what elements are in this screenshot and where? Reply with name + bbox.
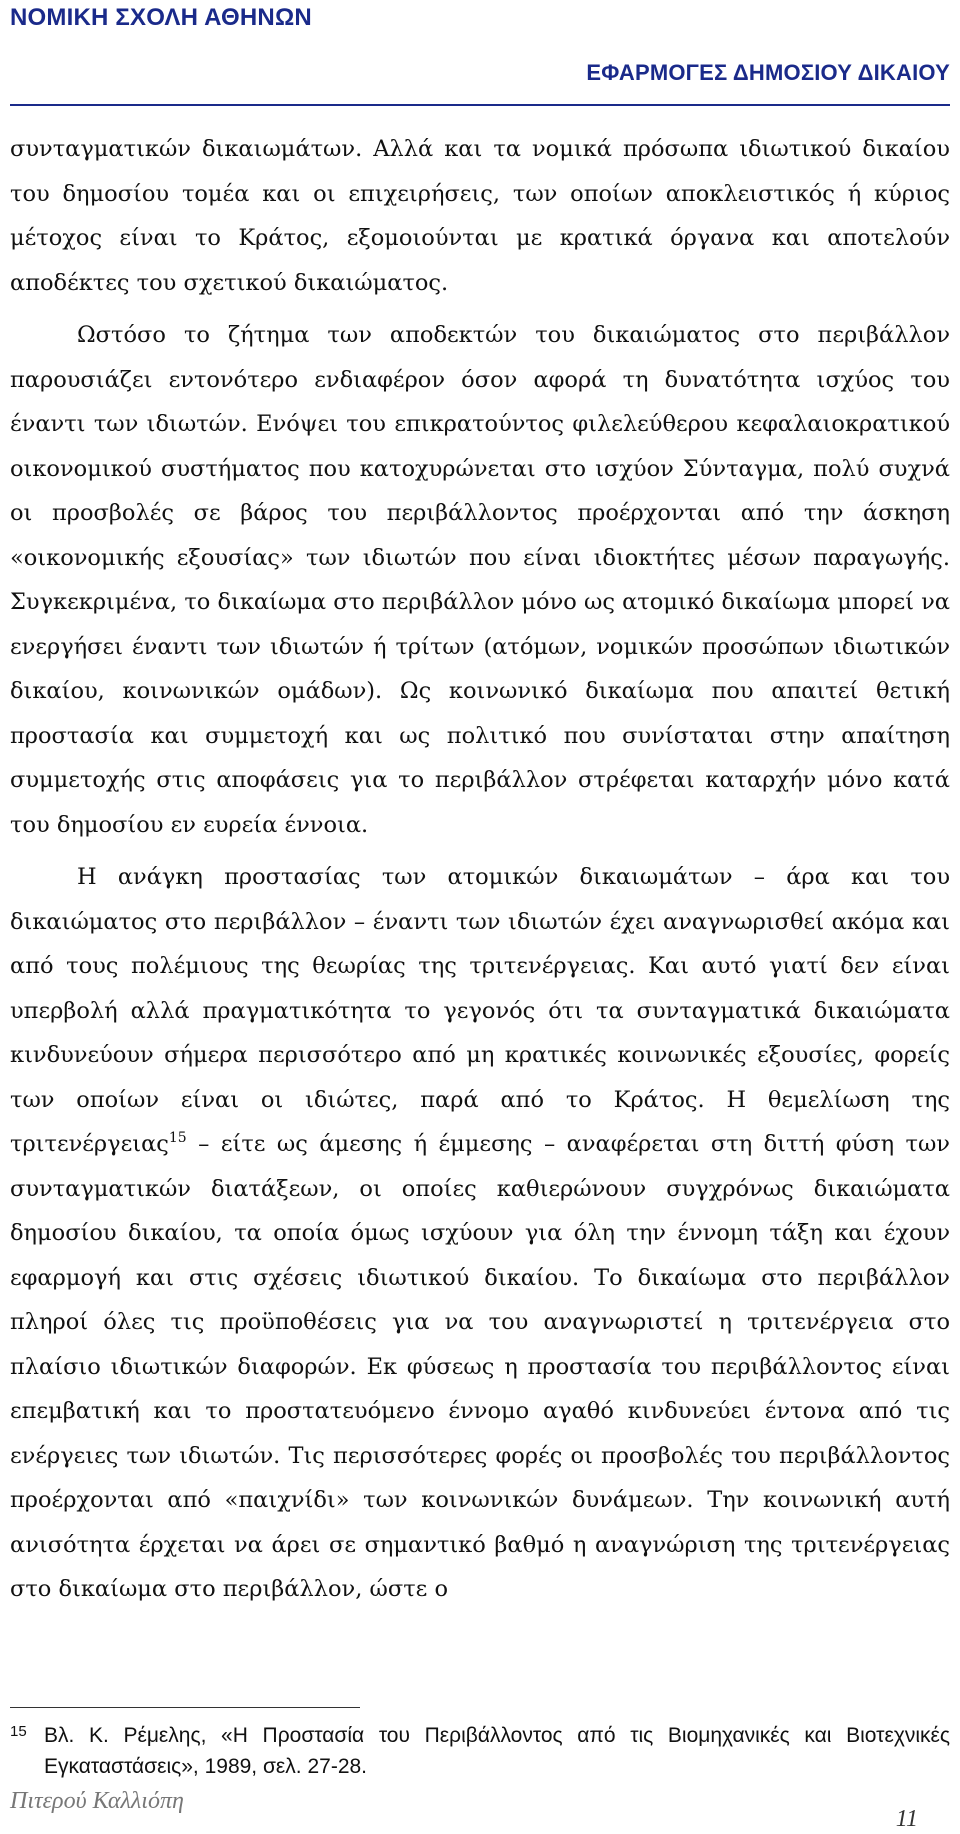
footnote-number: 15 (10, 1723, 27, 1740)
paragraph-3 (10, 855, 950, 1612)
footnote-reference[interactable]: 15 (168, 1130, 187, 1146)
page-header (10, 0, 950, 106)
paragraph-3-part-2: – είτε ως άμεσης ή έμμεσης – αναφέρεται στη διττή φύση των συνταγματικών διατάξεων, οι οποίες καθιερώνουν συγχρόνως δικαιώματα δημοσίου δικαίου, τα οποία όμως ισχύουν για όλη την έννομη τάξη και έχουν εφαρμογή και στις σχέσεις ιδιωτικού δικαίου. Το δικαίωμα στο περιβάλλον πληροί όλες τις προϋποθέσεις για να του αναγνωριστεί η τριτενέργεια στο πλαίσιο ιδιωτικών διαφορών. Εκ φύσεως η προστασία του περιβάλλοντος είναι επεμβατική και το προστατευόμενο έννομο αγαθό κινδυνεύει έντονα από τις ενέργειες των ιδιωτών. Τις περισσότερες φορές οι προσβολές του περιβάλλοντος προέρχονται από «παιχνίδι» των κοινωνικών δυνάμεων. Την κοινωνική αυτή ανισότητα έρχεται να άρει σε σημαντικό βαθμό η αναγνώριση της τριτενέργειας στο δικαίωμα στο περιβάλλον, ώστε ο (10, 1131, 950, 1602)
paragraph-1: συνταγματικών δικαιωμάτων. Αλλά και τα νομικά πρόσωπα ιδιωτικού δικαίου του δημοσίου τομέα και οι επιχειρήσεις, των οποίων αποκλειστικός ή κύριος μέτοχος είναι το Κράτος, εξομοιούνται με κρατικά όργανα και αποτελούν αποδέκτες του σχετικού δικαιώματος. (10, 136, 950, 296)
footnote (10, 1720, 950, 1782)
author-name: Πιτερού Καλλιόπη (10, 1788, 184, 1814)
footnote-divider (10, 1707, 360, 1708)
main-text (10, 127, 950, 1620)
paragraph-2: Ωστόσο το ζήτημα των αποδεκτών του δικαιώματος στο περιβάλλον παρουσιάζει εντονότερο ενδιαφέρον όσον αφορά τη δυνατότητα ισχύος του έναντι των ιδιωτών. Ενόψει του επικρατούντος φιλελεύθερου κεφαλαιοκρατικού οικονομικού συστήματος που κατοχυρώνεται στο ισχύον Σύνταγμα, πολύ συχνά οι προσβολές σε βάρος του περιβάλλοντος προέρχονται από την άσκηση «οικονομικής εξουσίας» των ιδιωτών που είναι ιδιοκτήτες μέσων παραγωγής. Συγκεκριμένα, το δικαίωμα στο περιβάλλον μόνο ως ατομικό δικαίωμα μπορεί να ενεργήσει έναντι των ιδιωτών ή τρίτων (ατόμων, νομικών προσώπων ιδιωτικών δικαίου, κοινωνικών ομάδων). Ως κοινωνικό δικαίωμα που απαιτεί θετική προστασία και συμμετοχή και ως πολιτικό που συνίσταται στην απαίτηση συμμετοχής στις αποφάσεις για το περιβάλλον στρέφεται καταρχήν μόνο κατά του δημοσίου εν ευρεία έννοια. (10, 322, 950, 838)
footnote-text: Βλ. Κ. Ρέμελης, «Η Προστασία του Περιβάλλοντος από τις Βιομηχανικές και Βιοτεχνικές Εγκαταστάσεις», 1989, σελ. 27-28. (44, 1724, 950, 1778)
school-name: ΝΟΜΙΚΗ ΣΧΟΛΗ ΑΘΗΝΩΝ (10, 4, 312, 31)
paragraph-3-part-1: Η ανάγκη προστασίας των ατομικών δικαιωμάτων – άρα και του δικαιώματος στο περιβάλλον – έναντι των ιδιωτών έχει αναγνωρισθεί ακόμα και από τους πολέμιους της θεωρίας της τριτενέργειας. Και αυτό γιατί δεν είναι υπερβολή αλλά πραγματικότητα το γεγονός ότι τα συνταγματικά δικαιώματα κινδυνεύουν σήμερα περισσότερο από μη κρατικές κοινωνικές εξουσίες, φορείς των οποίων είναι οι ιδιώτες, παρά από το Κράτος. Η θεμελίωση της τριτενέργειας (10, 864, 950, 1157)
page-number: 11 (895, 1806, 918, 1832)
course-title: ΕΦΑΡΜΟΓΕΣ ΔΗΜΟΣΙΟΥ ΔΙΚΑΙΟΥ (586, 60, 950, 85)
